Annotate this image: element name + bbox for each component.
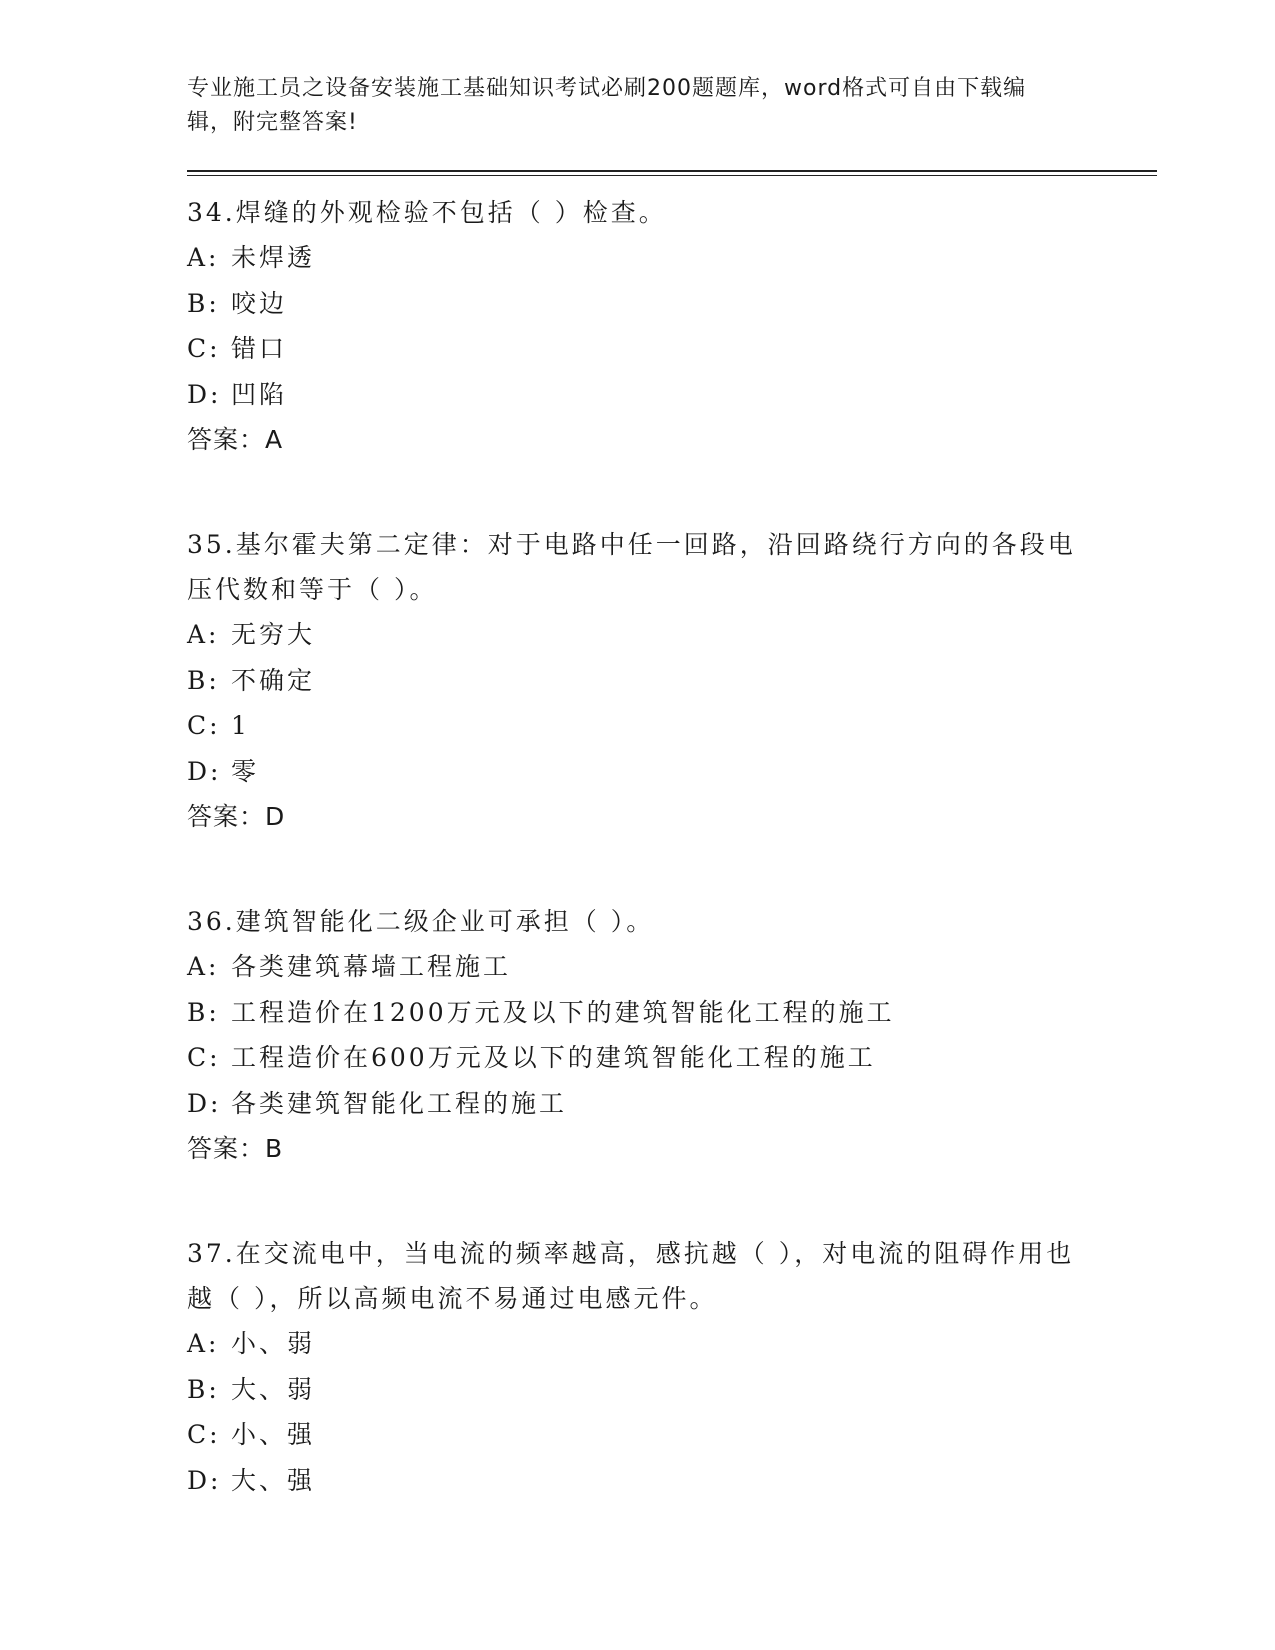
answer-line: 答案：D [187, 802, 286, 831]
option-d [187, 749, 1157, 795]
option-d [187, 1458, 1157, 1504]
option-list [187, 235, 1157, 417]
option-list [187, 1321, 1157, 1503]
option-key: A: [187, 1329, 220, 1358]
option-b [187, 990, 1157, 1036]
option-text: 未焊透 [231, 243, 316, 272]
answer-line: 答案：B [187, 1134, 284, 1163]
option-text: 小、强 [231, 1420, 316, 1449]
option-text: 无穷大 [231, 620, 316, 649]
option-text: 工程造价在600万元及以下的建筑智能化工程的施工 [231, 1043, 876, 1072]
option-c [187, 1412, 1157, 1458]
option-key: A: [187, 243, 220, 272]
option-key: B: [187, 665, 220, 695]
option-d [187, 1081, 1157, 1127]
option-text: 大、弱 [231, 1374, 316, 1404]
option-c [187, 326, 1157, 372]
option-key: C: [187, 1043, 221, 1072]
option-text: 大、强 [231, 1465, 316, 1495]
option-key: A: [187, 952, 220, 981]
question-text: 37.在交流电中，当电流的频率越高，感抗越（ ），对电流的阻碍作用也越（ ），所以高频电流不易通过电感元件。 [187, 1239, 1075, 1313]
option-key: C: [187, 1420, 221, 1449]
option-key: B: [187, 997, 220, 1027]
question-text: 36.建筑智能化二级企业可承担（ ）。 [187, 907, 655, 936]
option-text: 1 [231, 711, 250, 740]
option-b [187, 658, 1157, 704]
option-a [187, 235, 1157, 281]
option-text: 凹陷 [231, 379, 288, 409]
question-35 [187, 522, 1157, 839]
option-a [187, 1321, 1157, 1367]
option-text: 零 [231, 756, 260, 786]
question-36 [187, 899, 1157, 1171]
option-a [187, 612, 1157, 658]
document-header: 专业施工员之设备安装施工基础知识考试必刷200题题库，word格式可自由下载编辑，附完整答案! [187, 76, 1027, 135]
answer-line: 答案：A [187, 425, 284, 454]
option-b [187, 1367, 1157, 1413]
option-d [187, 372, 1157, 418]
question-34 [187, 190, 1157, 462]
option-key: B: [187, 288, 220, 318]
option-c [187, 1035, 1157, 1081]
option-key: D: [187, 756, 222, 786]
option-text: 咬边 [231, 288, 288, 318]
option-c [187, 703, 1157, 749]
option-b [187, 281, 1157, 327]
question-text: 34.焊缝的外观检验不包括（ ）检查。 [187, 198, 667, 227]
option-text: 小、弱 [231, 1329, 316, 1358]
option-key: D: [187, 1088, 222, 1118]
option-text: 不确定 [231, 665, 316, 695]
option-text: 各类建筑幕墙工程施工 [231, 952, 512, 981]
option-key: C: [187, 334, 221, 363]
option-list [187, 944, 1157, 1126]
option-key: C: [187, 711, 221, 740]
option-key: D: [187, 379, 222, 409]
option-list [187, 612, 1157, 794]
option-key: B: [187, 1374, 220, 1404]
option-text: 工程造价在1200万元及以下的建筑智能化工程的施工 [231, 997, 895, 1027]
question-text: 35.基尔霍夫第二定律：对于电路中任一回路，沿回路绕行方向的各段电压代数和等于（ ）。 [187, 530, 1076, 604]
header-divider [187, 170, 1157, 176]
option-key: A: [187, 620, 220, 649]
document-page [187, 72, 1157, 1503]
question-37 [187, 1231, 1157, 1503]
option-a [187, 944, 1157, 990]
option-text: 错口 [231, 334, 288, 363]
option-text: 各类建筑智能化工程的施工 [231, 1088, 568, 1118]
option-key: D: [187, 1465, 222, 1495]
